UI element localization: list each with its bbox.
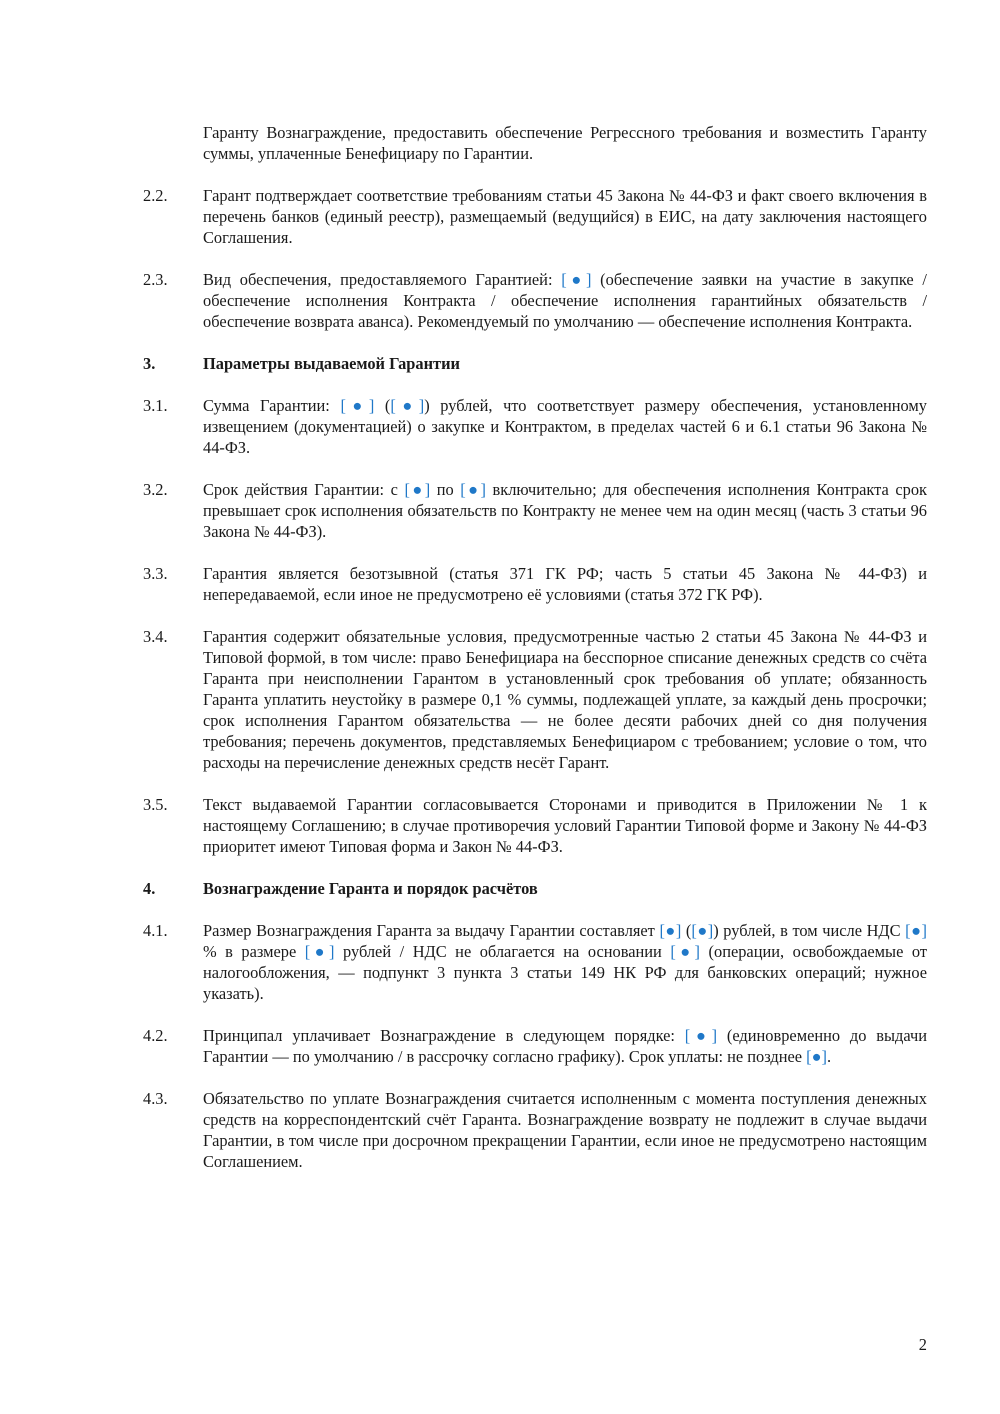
clause-text: Текст выдаваемой Гарантии согласовывается Сторонами и приводится в Приложении № 1 к настоящему Соглашению; в случае противоречия условий Гарантии Типовой форме и Закону № 44-ФЗ приоритет имеют Типовая форма и Закон № 44-ФЗ. — [203, 795, 927, 856]
clause-paragraph — [143, 563, 927, 605]
clause-text: % в размере — [203, 942, 305, 961]
clause-text: Размер Вознаграждения Гаранта за выдачу Гарантии составляет — [203, 921, 660, 940]
clause-number: 3.3. — [143, 564, 168, 583]
clause-number: 2.2. — [143, 186, 168, 205]
clause-number: 3.5. — [143, 795, 168, 814]
clause-text: Гарантия содержит обязательные условия, предусмотренные частью 2 статьи 45 Закона № 44-ФЗ и Типовой формой, в том числе: право Бенефициара на бесспорное списание денежных средств со счёта Гаранта при неисполнении Гарантом в установленный срок требования об уплате; обязанность Гаранта уплатить неустойку в размере 0,1 % суммы, подлежащей уплате, за каждый день просрочки; срок исполнения Гарантом обязательства — не более десяти рабочих дней со дня получения требования; перечень документов, представляемых Бенефициаром с требованием; условие о том, что расходы на перечисление денежных средств несёт Гарант. — [203, 627, 927, 772]
clause-text: включительно; для обеспечения исполнения Контракта срок превышает срок исполнения обязательств по Контракту не менее чем на один месяц (часть 3 статьи 96 Закона № 44-ФЗ). — [203, 480, 927, 541]
clause-text: ) рублей, в том числе НДС — [713, 921, 906, 940]
clause-text: Вид обеспечения, предоставляемого Гарантией: — [203, 270, 562, 289]
clause-number: 4.2. — [143, 1026, 168, 1045]
document-body — [143, 122, 927, 1193]
clause-paragraph — [143, 122, 927, 164]
clause-text: по — [430, 480, 461, 499]
clause-text: Гарант подтверждает соответствие требованиям статьи 45 Закона № 44-ФЗ и факт своего включения в перечень банков (единый реестр), размещаемый (ведущийся) в ЕИС, на дату заключения настоящего Соглашения. — [203, 186, 927, 247]
clause-text: Вознаграждение Гаранта и порядок расчётов — [203, 879, 538, 898]
placeholder-field: [●] — [659, 921, 682, 940]
section-heading — [143, 878, 927, 899]
clause-paragraph — [143, 395, 927, 458]
clause-paragraph — [143, 185, 927, 248]
placeholder-field: [●] — [691, 921, 714, 940]
clause-number: 3.1. — [143, 396, 168, 415]
clause-text: ) рублей, что соответствует размеру обеспечения, установленному извещением (документацией) о закупке и Контрактом, в пределах частей 6 и 6.1 статьи 96 Закона № 44-ФЗ. — [203, 396, 927, 457]
clause-number: 3.4. — [143, 627, 168, 646]
clause-paragraph — [143, 794, 927, 857]
page-number: 2 — [918, 1335, 927, 1354]
clause-text: (обеспечение заявки на участие в закупке / обеспечение исполнения Контракта / обеспечение исполнения гарантийных обязательств / обеспечение возврата аванса). Рекомендуемый по умолчанию — обеспечение исполнения Контракта. — [203, 270, 927, 331]
placeholder-field: [●] — [905, 921, 927, 940]
clause-text: Срок действия Гарантии: с — [203, 480, 405, 499]
placeholder-field: [●] — [340, 396, 375, 415]
clause-text: Сумма Гарантии: — [203, 396, 341, 415]
placeholder-field: [●] — [304, 942, 335, 961]
clause-text: (операции, освобождаемые от налогообложения, — подпункт 3 пункта 3 статьи 149 НК РФ для банковских операций; нужное указать). — [203, 942, 928, 1003]
placeholder-field: [●] — [670, 942, 701, 961]
clause-text: . — [827, 1047, 832, 1066]
clause-text: Параметры выдаваемой Гарантии — [203, 354, 460, 373]
placeholder-field: [●] — [806, 1047, 827, 1066]
clause-number: 2.3. — [143, 270, 168, 289]
clause-number: 3.2. — [143, 480, 168, 499]
clause-text: Гарантия является безотзывной (статья 371 ГК РФ; часть 5 статьи 45 Закона № 44-ФЗ) и непередаваемой, если иное не предусмотрено её условиями (статья 372 ГК РФ). — [203, 564, 927, 604]
clause-text: (единовременно до выдачи Гарантии — по умолчанию / в рассрочку согласно графику). Срок уплаты: не позднее — [203, 1026, 927, 1066]
placeholder-field: [●] — [460, 480, 486, 499]
clause-text: Принципал уплачивает Вознаграждение в следующем порядке: — [203, 1026, 685, 1045]
section-heading — [143, 353, 927, 374]
placeholder-field: [●] — [684, 1026, 718, 1045]
clause-number: 4. — [143, 879, 156, 898]
clause-number: 4.1. — [143, 921, 168, 940]
clause-paragraph — [143, 920, 927, 1004]
clause-paragraph — [143, 1025, 927, 1067]
clause-text: Обязательство по уплате Вознаграждения считается исполненным с момента поступления денежных средств на корреспондентский счёт Гаранта. Вознаграждение возврату не подлежит в случае выдачи Гарантии, в том числе при досрочном прекращении Гарантии, если иное не предусмотрено настоящим Соглашением. — [203, 1089, 927, 1171]
clause-text: Гаранту Вознаграждение, предоставить обеспечение Регрессного требования и возместить Гаранту суммы, уплаченные Бенефициару по Гарантии. — [203, 123, 927, 163]
clause-paragraph — [143, 1088, 927, 1172]
placeholder-field: [●] — [561, 270, 592, 289]
clause-number: 4.3. — [143, 1089, 168, 1108]
clause-paragraph — [143, 479, 927, 542]
clause-text: ( — [681, 921, 692, 940]
placeholder-field: [●] — [390, 396, 425, 415]
clause-number: 3. — [143, 354, 156, 373]
clause-paragraph — [143, 269, 927, 332]
clause-text: рублей / НДС не облагается на основании — [334, 942, 671, 961]
clause-paragraph — [143, 626, 927, 773]
clause-text: ( — [374, 396, 391, 415]
placeholder-field: [●] — [404, 480, 431, 499]
